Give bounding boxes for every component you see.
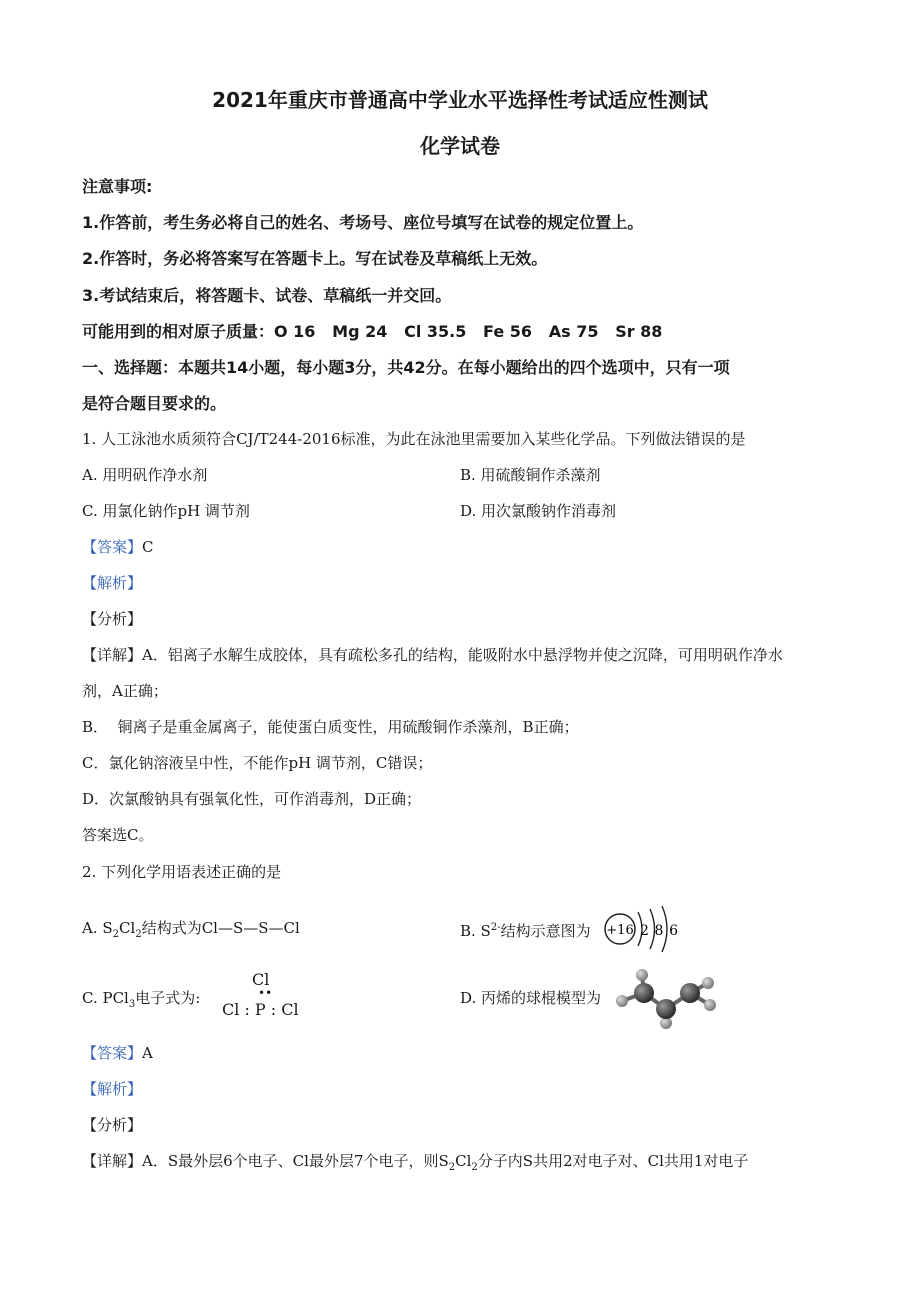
q1-detail-tag: 【详解】 bbox=[82, 646, 143, 664]
q1-option-b: B. 用硫酸铜作杀藻剂 bbox=[460, 466, 601, 484]
q1-detail-line5: D．次氯酸钠具有强氧化性，可作消毒剂，D正确； bbox=[82, 790, 422, 808]
q1-option-c: C. 用氯化钠作pH 调节剂 bbox=[82, 502, 250, 520]
q2-b-pre: B. S bbox=[460, 922, 491, 940]
hydrogen-atom bbox=[702, 977, 714, 989]
q1-option-d: D. 用次氯酸钠作消毒剂 bbox=[460, 502, 617, 520]
q2-option-d: D. 丙烯的球棍模型为 bbox=[460, 989, 602, 1007]
section1-line2: 是符合题目要求的。 bbox=[82, 394, 227, 413]
note-item-2: 2.作答时，务必将答案写在答题卡上。写在试卷及草稿纸上无效。 bbox=[82, 249, 548, 268]
q1-analysis-tag: 【解析】 bbox=[82, 574, 143, 592]
hydrogen-atom bbox=[616, 995, 628, 1007]
q1-stem: 1. 人工泳池水质须符合CJ/T244-2016标准，为此在泳池里需要加入某些化学品。下列做法错误的是 bbox=[82, 430, 746, 448]
note-item-3: 3.考试结束后，将答题卡、试卷、草稿纸一并交回。 bbox=[82, 286, 452, 305]
q2-detail-mid: Cl bbox=[455, 1152, 472, 1170]
q1-answer-tag: 【答案】 bbox=[82, 538, 143, 556]
q2-a-pre: A. S bbox=[82, 919, 113, 937]
sulfide-ion-structure-diagram bbox=[598, 902, 682, 956]
q2-a-sub2: 2 bbox=[135, 929, 142, 940]
q1-detail-line4: C．氯化钠溶液呈中性，不能作pH 调节剂，C错误； bbox=[82, 754, 433, 772]
q2-answer-tag: 【答案】 bbox=[82, 1044, 143, 1062]
carbon-atom bbox=[656, 999, 676, 1019]
pcl3-row: Cl : P : Cl bbox=[222, 1000, 299, 1019]
q1-answer-value: C bbox=[142, 538, 154, 556]
q2-a-sub1: 2 bbox=[112, 929, 120, 940]
q1-detail-text1: A．铝离子水解生成胶体，具有疏松多孔的结构，能吸附水中悬浮物并使之沉降，可用明矾作净水 bbox=[142, 646, 783, 664]
q1-detail-line2: 剂，A正确； bbox=[82, 682, 168, 700]
carbon-atom bbox=[680, 983, 700, 1003]
q2-option-b bbox=[460, 917, 591, 942]
q2-analysis-tag: 【解析】 bbox=[82, 1080, 143, 1098]
q2-stem: 2. 下列化学用语表述正确的是 bbox=[82, 863, 282, 881]
q1-detail-line3: B． 铜离子是重金属离子，能使蛋白质变性，用硫酸铜作杀藻剂，B正确； bbox=[82, 718, 579, 736]
section1-line1: 一、选择题：本题共14小题，每小题3分，共42分。在每小题给出的四个选项中，只有一项 bbox=[82, 358, 730, 377]
q2-detail-pre: A．S最外层6个电子、Cl最外层7个电子，则S bbox=[142, 1152, 449, 1170]
note-item-1: 1.作答前，考生务必将自己的姓名、考场号、座位号填写在试卷的规定位置上。 bbox=[82, 213, 644, 232]
q2-a-post: 结构式为Cl—S—S—Cl bbox=[141, 919, 300, 937]
q2-answer bbox=[82, 1042, 850, 1064]
propene-ball-stick-model bbox=[604, 965, 724, 1030]
q2-detail-sub2: 2 bbox=[471, 1162, 478, 1173]
q2-c-pre: C. PCl bbox=[82, 989, 129, 1007]
q2-a-mid: Cl bbox=[119, 919, 136, 937]
q2-fenxi: 【分析】 bbox=[82, 1116, 143, 1134]
notes-heading: 注意事项: bbox=[82, 177, 153, 196]
q2-b-post: 结构示意图为 bbox=[500, 922, 591, 940]
exam-title: 2021年重庆市普通高中学业水平选择性考试适应性测试 bbox=[212, 88, 708, 112]
pcl3-dots: •• bbox=[258, 986, 273, 1000]
q1-option-a: A. 用明矾作净水剂 bbox=[82, 466, 208, 484]
pcl3-top-cl: Cl bbox=[252, 970, 270, 989]
hydrogen-atom bbox=[704, 999, 716, 1011]
atomic-mass-line: 可能用到的相对原子质量：O 16 Mg 24 Cl 35.5 Fe 56 As 75 Sr 88 bbox=[82, 322, 663, 341]
q2-b-sup: 2- bbox=[490, 922, 501, 933]
q2-c-post: 电子式为: bbox=[135, 989, 201, 1007]
q1-detail-line1 bbox=[82, 644, 850, 666]
q1-fenxi: 【分析】 bbox=[82, 610, 143, 628]
q1-conclusion: 答案选C。 bbox=[82, 826, 154, 844]
hydrogen-atom bbox=[636, 969, 648, 981]
q2-detail-post: 分子内S共用2对电子对、Cl共用1对电子 bbox=[477, 1152, 749, 1170]
q2-detail-sub1: 2 bbox=[448, 1162, 456, 1173]
q2-c-sub: 3 bbox=[128, 999, 136, 1010]
q2-detail-tag: 【详解】 bbox=[82, 1152, 143, 1170]
shell-electrons: 2 8 6 bbox=[640, 923, 678, 939]
nucleus-charge: +16 bbox=[606, 923, 634, 938]
q2-detail-line1 bbox=[82, 1150, 850, 1179]
pcl3-electron-formula bbox=[222, 970, 306, 1026]
q2-answer-value: A bbox=[142, 1044, 153, 1062]
carbon-atom bbox=[634, 983, 654, 1003]
exam-subtitle: 化学试卷 bbox=[420, 134, 500, 158]
q1-answer bbox=[82, 536, 850, 558]
